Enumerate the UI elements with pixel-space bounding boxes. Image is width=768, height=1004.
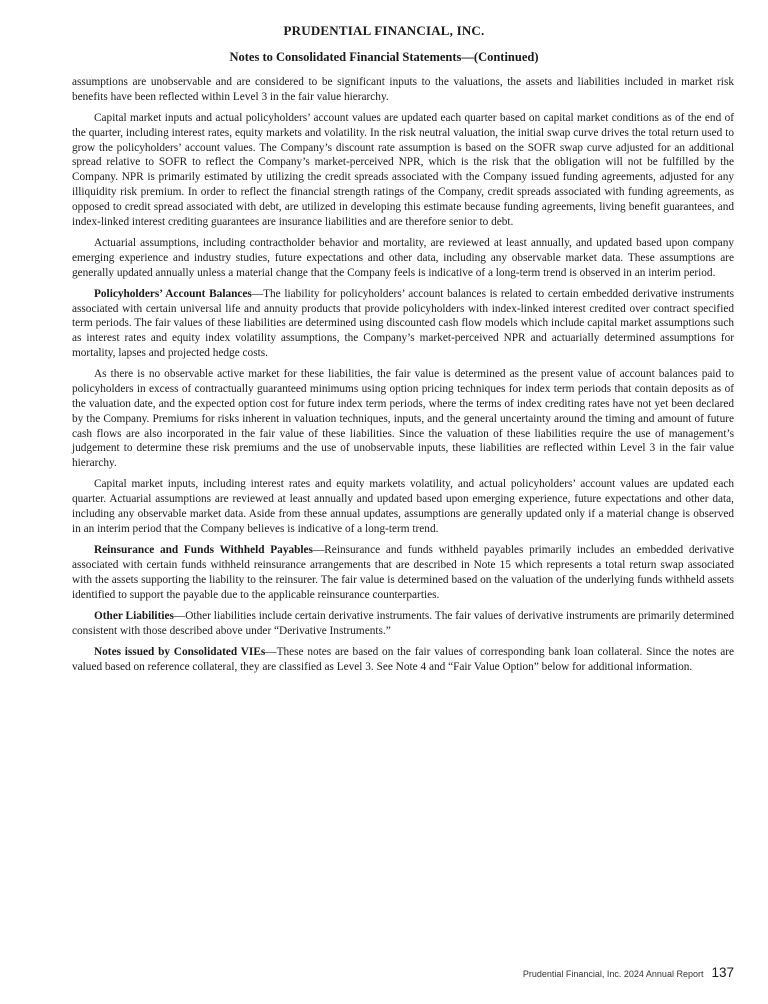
paragraph-heading: Notes issued by Consolidated VIEs	[94, 645, 266, 658]
paragraph-continuation	[72, 75, 734, 105]
page-number: 137	[711, 965, 734, 980]
paragraph-text: —These notes are based on the fair values of corresponding bank loan collateral. Since the notes are valued based on reference collateral, they are classified as Level 3. See Note 4 and “Fair Value Option” below for additional information.	[72, 645, 734, 673]
paragraph-text: —The liability for policyholders’ account balances is related to certain embedded derivative instruments associated with certain universal life and annuity products that provide policyholders with index-linked interest credited over contract specified term periods. The fair values of these liabilities are determined using discounted cash flow models which include capital market assumptions such as interest rates and equity index volatility assumptions, the Company’s market-perceived NPR and actuarially determined assumptions for mortality, lapses and projected hedge costs.	[72, 287, 734, 360]
paragraph-other-liabilities	[72, 609, 734, 639]
paragraph-text: Capital market inputs and actual policyholders’ account values are updated each quarter based on capital market conditions as of the end of the quarter, including interest rates, equity markets and volatility. In the risk neutral valuation, the initial swap curve drives the total return used to grow the policyholders’ account values. The Company’s discount rate assumption is based on the SOFR swap curve adjusted for an additional spread relative to SOFR to reflect the Company’s market-perceived NPR, which is the risk that the obligation will not be fulfilled by the Company. NPR is primarily estimated by utilizing the credit spreads associated with the Company issued funding agreements, adjusted for any illiquidity risk premium. In order to reflect the financial strength ratings of the Company, credit spreads associated with funding agreements, as opposed to credit spread associated with debt, are utilized in developing this estimate because funding agreements, living benefit guarantees, and index-linked interest crediting guarantees are insurance liabilities and are therefore senior to debt.	[72, 112, 734, 228]
page-footer	[523, 965, 734, 980]
paragraph-capital-market-inputs	[72, 111, 734, 229]
paragraph-heading: Policyholders’ Account Balances	[94, 287, 252, 300]
paragraph-text: —Other liabilities include certain derivative instruments. The fair values of derivative instruments are primarily determined consistent with those described above under “Derivative Instruments.”	[72, 609, 735, 637]
paragraph-heading: Reinsurance and Funds Withheld Payables	[94, 544, 313, 557]
paragraph-heading: Other Liabilities	[94, 609, 174, 622]
company-title: PRUDENTIAL FINANCIAL, INC.	[283, 23, 485, 38]
section-title: Notes to Consolidated Financial Statements—(Continued)	[229, 50, 539, 64]
footer-report-name: Prudential Financial, Inc. 2024 Annual Report	[522, 969, 704, 979]
paragraph-actuarial-assumptions	[72, 236, 734, 280]
paragraph-text: As there is no observable active market for these liabilities, the fair value is determined as the present value of account balances paid to policyholders in excess of contractually guaranteed minimums using option pricing techniques for index term periods that contain deposits as of the valuation date, and the expected option cost for future index term periods, where the terms of index crediting rates have not yet been declared by the Company. Premiums for risks inherent in valuation techniques, inputs, and the general uncertainty around the timing and amount of future cash flows are also incorporated in the fair value of these liabilities. Since the valuation of these liabilities require the use of management’s judgement to determine these risk premiums and the use of unobservable inputs, these liabilities are reflected within Level 3 in the fair value hierarchy.	[72, 368, 734, 470]
paragraph-text: Actuarial assumptions, including contractholder behavior and mortality, are reviewed at least annually, and updated based upon company emerging experience and industry studies, future expectations and other data, including any observable market data. These assumptions are generally updated annually unless a material change that the Company feels is indicative of a long-term trend is observed in an interim period.	[72, 236, 734, 279]
paragraph-reinsurance-funds-withheld	[72, 543, 734, 602]
paragraph-notes-consolidated-vies	[72, 645, 734, 675]
paragraph-no-observable-market	[72, 367, 734, 471]
paragraph-text: assumptions are unobservable and are considered to be significant inputs to the valuations, the assets and liabilities included in market risk benefits have been reflected within Level 3 in the fair value hierarchy.	[72, 76, 734, 103]
paragraph-text: Capital market inputs, including interest rates and equity markets volatility, and actual policyholders’ account values are updated each quarter. Actuarial assumptions are reviewed at least annually and updated based upon emerging experience, future expectations and other data, including any observable market data. Aside from these annual updates, assumptions are generally updated only if a material change is observed in an interim period that the Company believes is indicative of a long-term trend.	[72, 478, 734, 535]
page-header	[0, 22, 768, 66]
paragraph-text: —Reinsurance and funds withheld payables primarily includes an embedded derivative associated with certain funds withheld reinsurance arrangements that are described in Note 15 which represents a total return swap associated with the assets supporting the liability to the reinsurer. The fair value is determined based on the valuation of the underlying funds withheld assets identified to support the payable due to the applicable reinsurance counterparties.	[72, 544, 734, 601]
paragraph-policyholders-account-balances	[72, 287, 734, 361]
paragraph-capital-market-updates	[72, 477, 734, 536]
document-body	[72, 75, 734, 681]
